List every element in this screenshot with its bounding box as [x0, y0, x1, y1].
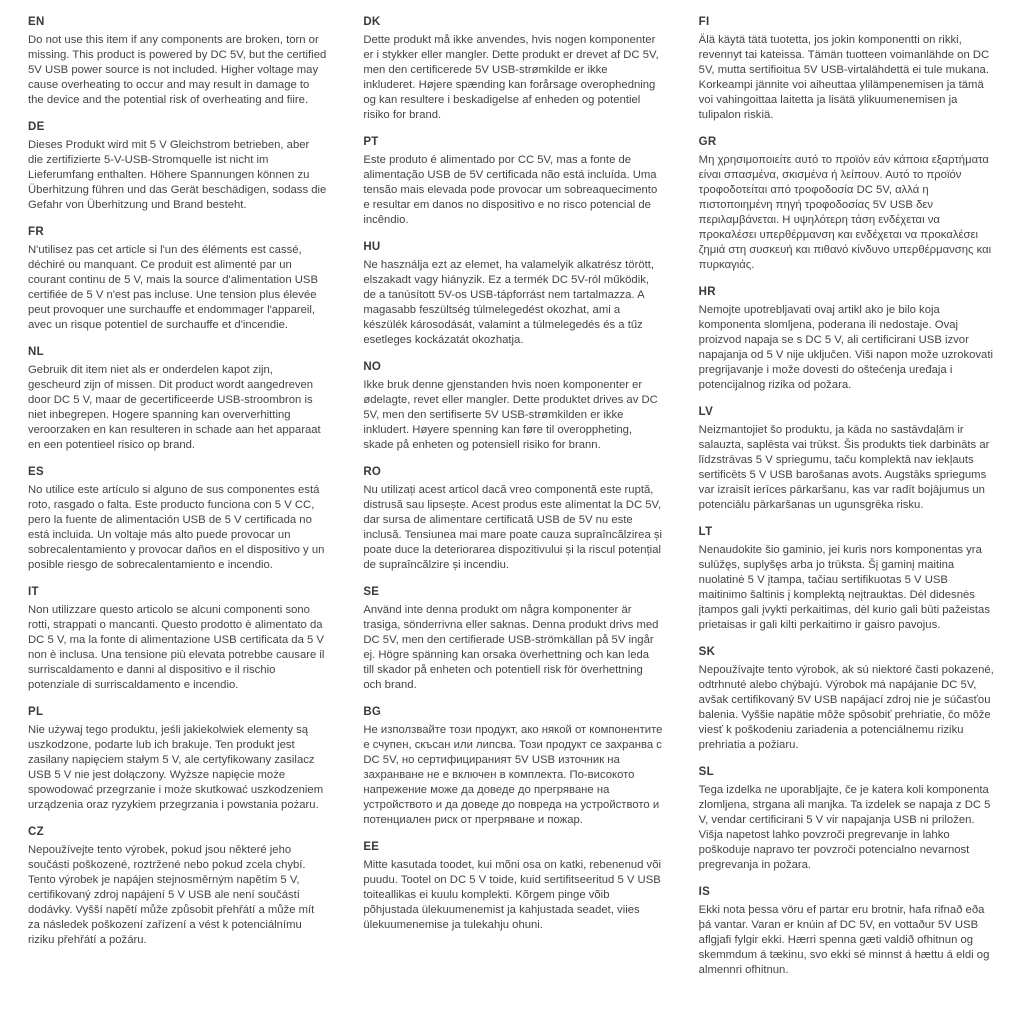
language-section-se — [363, 586, 662, 693]
language-section-hu — [363, 241, 662, 348]
language-text: Do not use this item if any components are broken, torn or missing. This product is powered by DC 5V, but the certified 5V USB power source is not included. Higher voltage may cause overheating to occur and may result in damage to the device and the potential risk of overheating and fiire. — [28, 34, 327, 106]
language-section-dk — [363, 16, 662, 123]
language-code: GR — [698, 136, 717, 148]
language-code: PL — [28, 706, 44, 718]
language-text: Nenaudokite šio gaminio, jei kuris nors komponentas yra sulūžęs, suplyšęs arba jo trūksta. Šį gaminį maitina nuolatinė 5 V įtampa, tačiau sertifikuotas 5 V USB maitinimo šaltinis į komplektą neįtrauktas. Dėl didesnės įtampos gali įvykti perkaitimas, dėl kurio gali būti pažeistas prietaisas ir gali kilti perkaitimo ir gaisro pavojus. — [698, 544, 990, 631]
language-code: FR — [28, 226, 44, 238]
language-code: DE — [28, 121, 45, 133]
language-code: DK — [363, 16, 381, 28]
language-text: Nepoužívajte tento výrobok, ak sú niektoré časti pokazené, odtrhnuté alebo chýbajú. Výrobok má napájanie DC 5V, avšak certifikovaný 5V USB napájací zdroj nie je súčasťou balenia. Vyššie napätie môže spôsobiť prehriatie, čo môže viesť k poškodeniu zariadenia a potenciálnemu riziku prehriatia a požiaru. — [698, 664, 994, 751]
language-section-en — [28, 16, 327, 108]
language-section-no — [363, 361, 662, 453]
language-text: Nepoužívejte tento výrobek, pokud jsou některé jeho součásti poškozené, roztržené nebo pokud zcela chybí. Tento výrobek je napájen stejnosměrným napětím 5 V, certifikovaný zdroj napájení 5 V USB ale není součástí dodávky. Vyšší napětí může způsobit přehřátí a může mít za následek poškození zařízení a vést k potenciálnímu riziku přehřátí a požáru. — [28, 844, 315, 946]
language-text: N'utilisez pas cet article si l'un des éléments est cassé, déchiré ou manquant. Ce produit est alimenté par un courant continu de 5 V, mais la source d'alimentation USB certifiée de 5 V n'est pas incluse. Une tension plus élevée peut provoquer une surchauffe et endommager l'appareil, avec un risque potentiel de surchauffe et d'incendie. — [28, 244, 318, 331]
language-code: BG — [363, 706, 382, 718]
language-code: LT — [698, 526, 713, 538]
language-section-it — [28, 586, 327, 693]
language-code: SE — [363, 586, 380, 598]
language-section-cz — [28, 826, 327, 948]
language-code: RO — [363, 466, 382, 478]
language-code: SL — [698, 766, 714, 778]
language-text: Ne használja ezt az elemet, ha valamelyik alkatrész törött, elszakadt vagy hiányzik. Ez a termék DC 5V-ról működik, de a tanúsított 5V-os USB-tápforrást nem tartalmazza. A magasabb feszültség túlmelegedést okozhat, ami a készülék károsodását, valamint a túlmelegedés és a tűz esetleges kockázatát okozhatja. — [363, 259, 655, 346]
language-text: Ikke bruk denne gjenstanden hvis noen komponenter er ødelagte, revet eller mangler. Dette produktet drives av DC 5V, men den sertifiserte 5V USB-strømkilden er ikke inkludert. Høyere spenning kan føre til overoppheting, skade på enheten og potensiell risiko for brann. — [363, 379, 658, 451]
language-section-fr — [28, 226, 327, 333]
language-text: Nie używaj tego produktu, jeśli jakiekolwiek elementy są uszkodzone, podarte lub ich brakuje. Ten produkt jest zasilany napięciem stałym 5 V, ale certyfikowany zasilacz USB 5 V nie jest dołączony. Wyższe napięcie może spowodować przegrzanie i może skutkować uszkodzeniem urządzenia oraz ryzykiem przegrzania i powstania pożaru. — [28, 724, 324, 811]
language-text: Gebruik dit item niet als er onderdelen kapot zijn, gescheurd zijn of missen. Dit product wordt aangedreven door DC 5 V, maar de gecertificeerde USB-stroombron is niet inbegrepen. Hogere spanning kan oververhitting veroorzaken en kan resulteren in schade aan het apparaat en een potentieel risico op brand. — [28, 364, 321, 451]
language-section-bg — [363, 706, 662, 828]
column-3 — [699, 16, 998, 1014]
language-code: HR — [698, 286, 716, 298]
language-section-ro — [363, 466, 662, 573]
language-code: FI — [698, 16, 710, 28]
language-code: IS — [698, 886, 711, 898]
language-section-ee — [363, 841, 662, 933]
language-text: Dette produkt må ikke anvendes, hvis nogen komponenter er i stykker eller mangler. Dette produkt er drevet af DC 5V, men den certificerede 5V USB-strømkilde er ikke inkluderet. Højere spænding kan forårsage overophedning og kan resultere i beskadigelse af enheden og potentiel risiko for brand. — [363, 34, 659, 121]
language-code: HU — [363, 241, 381, 253]
language-code: CZ — [28, 826, 44, 838]
language-text: Μη χρησιμοποιείτε αυτό το προϊόν εάν κάποια εξαρτήματα είναι σπασμένα, σκισμένα ή λείπουν. Αυτό το προϊόν τροφοδοτείται από τροφοδοσία DC 5V, αλλά η πιστοποιημένη πηγή τροφοδοσίας 5V USB δεν περιλαμβάνεται. Η υψηλότερη τάση ενδέχεται να προκαλέσει υπερθέρμανση και ενδέχεται να προκαλέσει ζημιά στη συσκευή και πιθανό κίνδυνο υπερθέρμανσης και πυρκαγιάς. — [698, 154, 992, 271]
language-section-pl — [28, 706, 327, 813]
language-text: Non utilizzare questo articolo se alcuni componenti sono rotti, strappati o mancanti. Questo prodotto è alimentato da DC 5 V, ma la fonte di alimentazione USB certificata da 5 V non è inclusa. Una tensione più elevata potrebbe causare il surriscaldamento e danni al dispositivo e il rischio potenziale di surriscaldamento e incendio. — [28, 604, 325, 691]
language-section-lv — [699, 406, 998, 513]
language-section-fi — [699, 16, 998, 123]
language-code: EN — [28, 16, 45, 28]
language-section-pt — [363, 136, 662, 228]
language-section-hr — [699, 286, 998, 393]
language-text: Dieses Produkt wird mit 5 V Gleichstrom betrieben, aber die zertifizierte 5-V-USB-Stromquelle ist nicht im Lieferumfang enthalten. Höhere Spannungen können zu Überhitzung führen und das Gerät beschädigen, sodass die Gefahr von Überhitzung und Brand besteht. — [28, 139, 327, 211]
column-1 — [28, 16, 327, 1014]
language-code: NO — [363, 361, 382, 373]
language-text: Не използвайте този продукт, ако някой от компонентите е счупен, скъсан или липсва. Този продукт се захранва с DC 5V, но сертифицираният 5V USB източник на захранване не е включен в комплекта. По-високото напрежение може да доведе до прегряване на устройството и да доведе до повреда на устройството и потенциален риск от прегряване и пожар. — [363, 724, 663, 826]
language-text: Nemojte upotrebljavati ovaj artikl ako je bilo koja komponenta slomljena, poderana ili nedostaje. Ovaj proizvod napaja se s DC 5 V, ali certificirani USB izvor napajanja od 5 V nije uključen. Viši napon može uzrokovati pregrijavanje i može dovesti do oštećenja uređaja i potencijalnog rizika od požara. — [698, 304, 993, 391]
language-code: ES — [28, 466, 44, 478]
language-text: Använd inte denna produkt om några komponenter är trasiga, sönderrivna eller saknas. Denna produkt drivs med DC 5V, men den certifierade USB-strömkällan på 5V ingår ej. Högre spänning kan orsaka överhettning och kan leda till skador på enheten och potentiell risk för överhettning och brand. — [363, 604, 659, 691]
language-section-de — [28, 121, 327, 213]
language-text: No utilice este artículo si alguno de sus componentes está roto, rasgado o falta. Este producto funciona con 5 V CC, pero la fuente de alimentación USB de 5 V certificada no está incluida. Un voltaje más alto puede provocar un sobrecalentamiento y provocar daños en el dispositivo y un posible riesgo de sobrecalentamiento e incendio. — [28, 484, 325, 571]
language-section-es — [28, 466, 327, 573]
language-code: EE — [363, 841, 380, 853]
language-text: Älä käytä tätä tuotetta, jos jokin komponentti on rikki, revennyt tai kateissa. Tämän tuotteen voimanlähde on DC 5V, mutta sertifioitua 5V USB-virtalähdettä ei tule mukana. Korkeampi jännite voi aiheuttaa ylilämpenemisen ja tämä voi vahingoittaa laitetta ja lisätä ylikuumenemisen ja tulipalon riskiä. — [698, 34, 990, 121]
language-text: Ekki nota þessa vöru ef partar eru brotnir, hafa rifnað eða þá vantar. Varan er knúin af DC 5V, en vottaður 5V USB aflgjafi fylgir ekki. Hærri spenna gæti valdið ofhitnun og skemmdum á tækinu, svo ekki sé minnst á hættu á eldi og almennri ofhitnun. — [698, 904, 990, 976]
language-code: NL — [28, 346, 44, 358]
language-text: Este produto é alimentado por CC 5V, mas a fonte de alimentação USB de 5V certificada não está incluída. Uma tensão mais elevada pode provocar um sobreaquecimento e resultar em danos no dispositivo e no risco potencial de incêndio. — [363, 154, 658, 226]
language-text: Tega izdelka ne uporabljajte, če je katera koli komponenta zlomljena, strgana ali manjka. Ta izdelek se napaja z DC 5 V, vendar certificirani 5 V vir napajanja USB ni priložen. Višja napetost lahko povzroči pregrevanje in lahko poškoduje napravo ter povzroči potencialno nevarnost pregrevanja in požara. — [698, 784, 991, 871]
language-text: Mitte kasutada toodet, kui mõni osa on katki, rebenenud või puudu. Tootel on DC 5 V toide, kuid sertifitseeritud 5 V USB toiteallikas ei kuulu komplekti. Kõrgem pinge võib põhjustada ülekuumenemist ja kahjustada seadet, viies ülekuumenemise ja tulekahju ohuni. — [363, 859, 661, 931]
language-section-lt — [699, 526, 998, 633]
language-section-is — [699, 886, 998, 978]
column-2 — [363, 16, 662, 1014]
language-code: SK — [698, 646, 716, 658]
language-section-nl — [28, 346, 327, 453]
language-section-gr — [699, 136, 998, 273]
language-section-sl — [699, 766, 998, 873]
language-section-sk — [699, 646, 998, 753]
language-text: Nu utilizați acest articol dacă vreo componentă este ruptă, distrusă sau lipsește. Acest produs este alimentat la DC 5V, dar sursa de alimentare certificată USB de 5V nu este inclusă. Tensiunea mai mare poate cauza supraîncălzirea și poate duce la deteriorarea dispozitivului și la riscul potențial de supraîncălzire și incendiu. — [363, 484, 663, 571]
language-code: LV — [698, 406, 714, 418]
language-code: PT — [363, 136, 379, 148]
language-code: IT — [28, 586, 39, 598]
language-text: Neizmantojiet šo produktu, ja kāda no sastāvdaļām ir salauzta, saplēsta vai trūkst. Šis produkts tiek darbināts ar līdzstrāvas 5 V spriegumu, taču komplektā nav iekļauts sertificēts 5 V USB barošanas avots. Augstāks spriegums var izraisīt ierīces pārkaršanu, kas var radīt bojājumus un potenciālu pārkaršanas un ugunsgrēka risku. — [698, 424, 990, 511]
